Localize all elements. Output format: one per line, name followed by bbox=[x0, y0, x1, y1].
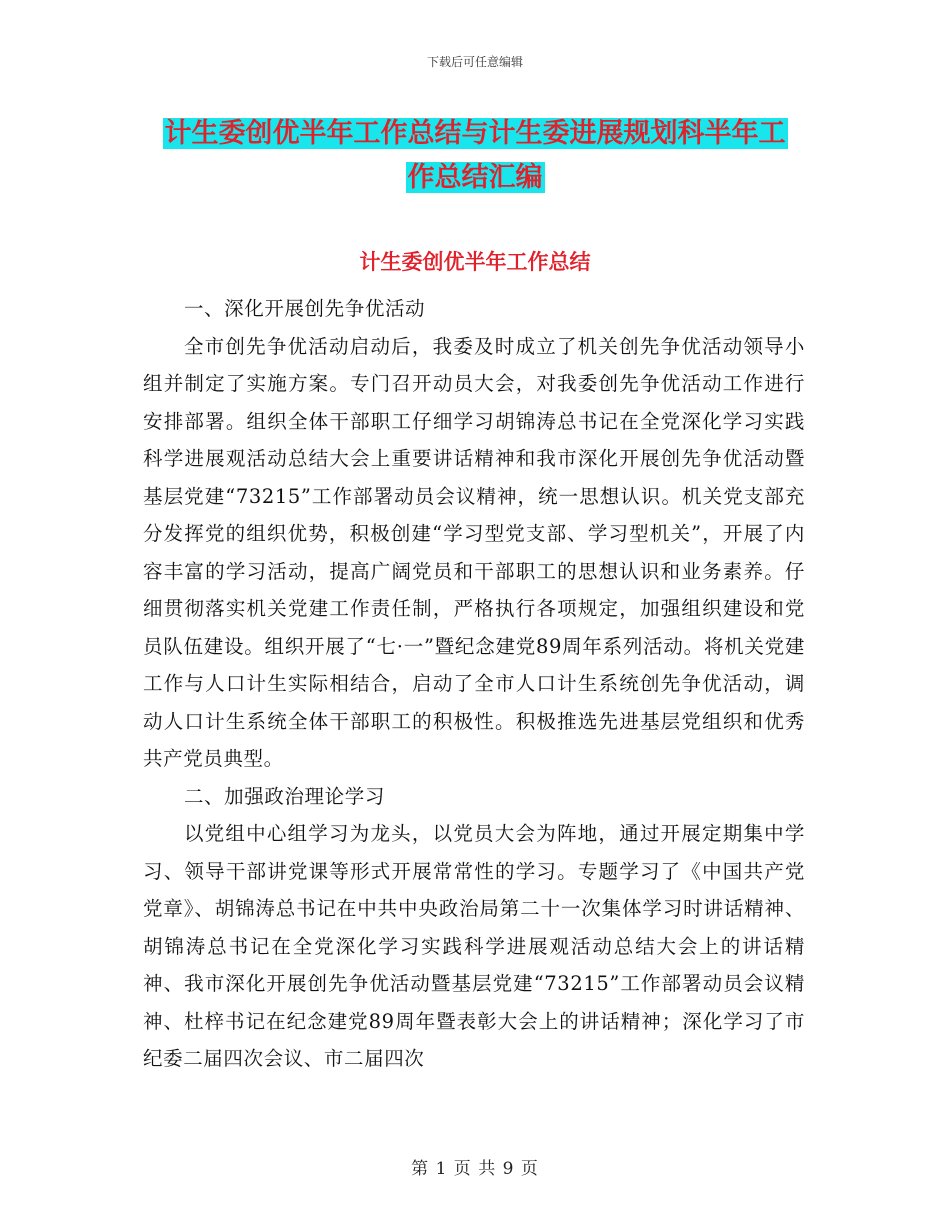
paragraph-2: 以党组中心组学习为龙头，以党员大会为阵地，通过开展定期集中学习、领导干部讲党课等形式开展常常性的学习。专题学习了《中国共产党党章》、胡锦涛总书记在中共中央政治局第二十一次集体学习时讲话精神、胡锦涛总书记在全党深化学习实践科学进展观活动总结大会上的讲话精神、我市深化开展创先争优活动暨基层党建“73215”工作部署动员会议精神、杜梓书记在纪念建党89周年暨表彰大会上的讲话精神；深化学习了市纪委二届四次会议、市二届四次 bbox=[143, 822, 805, 1070]
document-title-line-1: 计生委创优半年工作总结与计生委进展规划科半年工 bbox=[164, 118, 786, 149]
heading-1: 一、深化开展创先争优活动 bbox=[183, 297, 426, 320]
document-title-line-2: 作总结汇编 bbox=[407, 162, 543, 193]
section-title: 计生委创优半年工作总结 bbox=[359, 250, 591, 274]
page-number-footer: 第 1 页 共 9 页 bbox=[411, 1159, 539, 1179]
heading-2: 二、加强政治理论学习 bbox=[183, 784, 385, 808]
document-title bbox=[140, 112, 810, 200]
paragraph-1: 全市创先争优活动启动后，我委及时成立了机关创先争优活动领导小组并制定了实施方案。专门召开动员大会，对我委创先争优活动工作进行安排部署。组织全体干部职工仔细学习胡锦涛总书记在全党深化学习实践科学进展观活动总结大会上重要讲话精神和我市深化开展创先争优活动暨基层党建“73215”工作部署动员会议精神，统一思想认识。机关党支部充分发挥党的组织优势，积极创建“学习型党支部、学习型机关”，开展了内容丰富的学习活动，提高广阔党员和干部职工的思想认识和业务素养。仔细贯彻落实机关党建工作责任制，严格执行各项规定，加强组织建设和党员队伍建设。组织开展了“七·一”暨纪念建党89周年系列活动。将机关党建工作与人口计生实际相结合，启动了全市人口计生系统创先争优活动，调动人口计生系统全体干部职工的积极性。积极推选先进基层党组织和优秀共产党员典型。 bbox=[143, 334, 805, 770]
page-header-note: 下载后可任意编辑 bbox=[426, 55, 523, 69]
document-body bbox=[143, 290, 805, 1078]
